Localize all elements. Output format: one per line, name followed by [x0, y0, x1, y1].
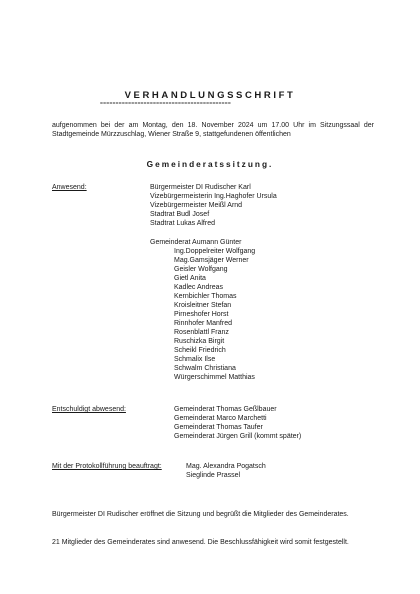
opening-paragraph: Bürgermeister DI Rudischer eröffnet die Sitzung und begrüßt die Mitglieder des Gemeinderates. — [52, 511, 349, 518]
gemeinderat-line: Kadlec Andreas — [174, 284, 224, 291]
gemeinderat-line: Rosenblattl Franz — [174, 329, 229, 336]
gemeinderat-line: Pirneshofer Horst — [174, 311, 229, 318]
gemeinderat-line: Ruschizka Birgit — [174, 338, 225, 345]
gemeinderat-line: Schmalix Ilse — [174, 356, 216, 363]
gemeinderat-line: Mag.Gamsjäger Werner — [174, 257, 249, 264]
gemeinderat-line: Kroisleitner Stefan — [174, 302, 232, 309]
intro-paragraph: aufgenommen bei der am Montag, den 18. November 2024 um 17.00 Uhr im Sitzungssaal der Stadtgemeinde Mürzzuschlag, Wiener Straße 9, stattgefundenen öffentlichen — [52, 122, 374, 138]
gemeinderat-line: Scheikl Friedrich — [174, 347, 226, 354]
protokoll-line: Sieglinde Prassel — [186, 472, 241, 479]
gemeinderat-line: Würgerschimmel Matthias — [174, 374, 255, 381]
absent-line: Gemeinderat Thomas Taufer — [174, 424, 263, 431]
gemeinderat-line: Schwalm Christiana — [174, 365, 236, 372]
absent-line: Gemeinderat Jürgen Grill (kommt später) — [174, 433, 302, 440]
quorum-paragraph: 21 Mitglieder des Gemeinderates sind anwesend. Die Beschlussfähigkeit wird somit festgestellt. — [52, 539, 349, 546]
absent-line: Gemeinderat Thomas Geßlbauer — [174, 406, 277, 413]
gemeinderat-line: Geisler Wolfgang — [174, 266, 228, 273]
section-heading: Gemeinderatssitzung. — [146, 159, 274, 169]
attendee-line: Bürgermeister DI Rudischer Karl — [150, 184, 251, 191]
attendee-line: Stadtrat Lukas Alfred — [150, 220, 215, 227]
gemeinderat-line: Gietl Anita — [174, 275, 206, 282]
anwesend-label: Anwesend: — [52, 184, 87, 191]
absent-line: Gemeinderat Marco Marchetti — [174, 415, 267, 422]
document-title: VERHANDLUNGSSCHRIFT — [124, 90, 296, 101]
attendee-line: Vizebürgermeisterin Ing.Haghofer Ursula — [150, 193, 277, 200]
gemeinderat-line: Ing.Doppelreiter Wolfgang — [174, 248, 256, 255]
entschuldigt-label: Entschuldigt abwesend: — [52, 406, 126, 413]
gemeinderat-line: Rinnhofer Manfred — [174, 320, 232, 327]
protokoll-label: Mit der Protokollführung beauftragt: — [52, 463, 162, 470]
protokoll-line: Mag. Alexandra Pogatsch — [186, 463, 266, 470]
attendee-line: Vizebürgermeister Meißl Arnd — [150, 202, 243, 209]
gemeinderat-line: Kernbichler Thomas — [174, 293, 237, 300]
gemeinderat-first-line: Gemeinderat Aumann Günter — [150, 239, 242, 246]
title-underline: ========================================== — [100, 101, 232, 107]
attendee-line: Stadtrat Budl Josef — [150, 211, 210, 218]
